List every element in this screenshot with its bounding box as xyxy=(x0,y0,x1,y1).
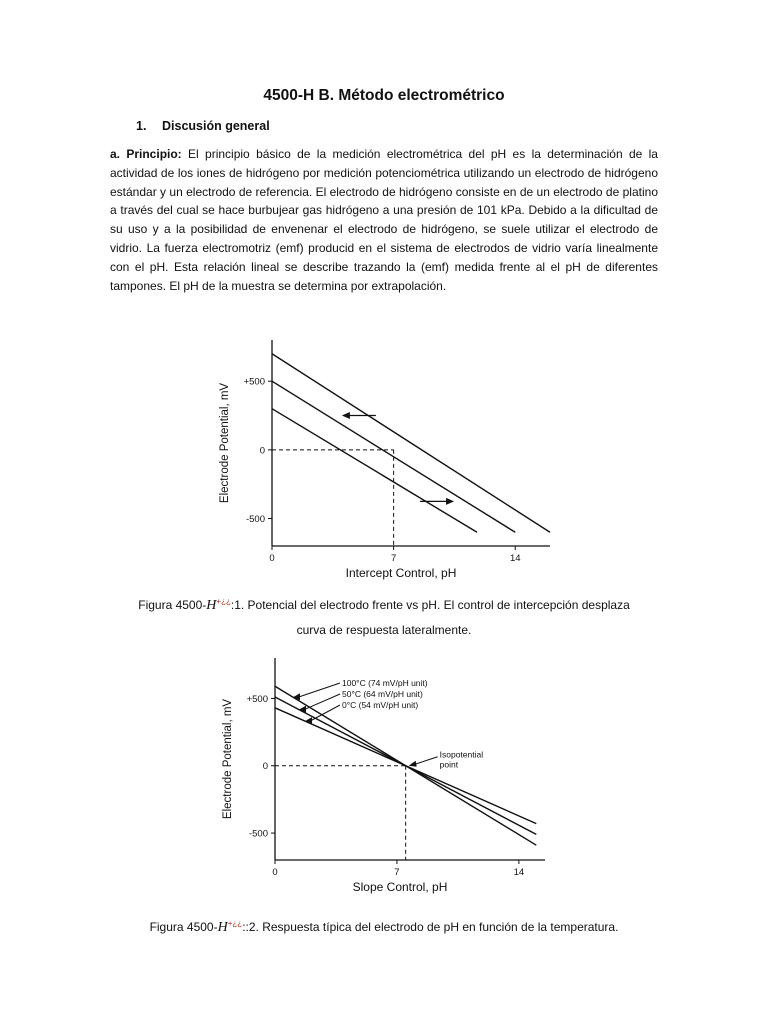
figure-1-chart xyxy=(210,328,560,586)
series-leader-line xyxy=(298,683,340,697)
figure-1-caption-symbol: H xyxy=(206,598,217,613)
y-axis-label: Electrode Potential, mV xyxy=(219,382,231,504)
section-title: Discusión general xyxy=(162,119,270,133)
figure-1 xyxy=(210,328,560,586)
figure-2-caption-symbol: H xyxy=(217,920,228,935)
x-tick-label: 0 xyxy=(269,553,275,564)
y-tick-label: -500 xyxy=(245,514,265,526)
y-axis-label: Electrode Potential, mV xyxy=(222,698,234,820)
x-tick-label: 7 xyxy=(394,867,400,878)
page-title: 4500-H B. Método electrométrico xyxy=(263,87,505,104)
figure-1-caption-text: :1. Potencial del electrodo frente vs pH. El control de intercepción desplaza xyxy=(230,598,630,612)
series-label: 100°C (74 mV/pH unit) xyxy=(342,678,428,688)
figure-2-caption-text: ::2. Respuesta típica del electrodo de pH en función de la temperatura. xyxy=(242,920,619,934)
figure-1-caption-prefix: Figura 4500- xyxy=(138,598,207,612)
figure-2-caption-prefix: Figura 4500- xyxy=(149,920,218,934)
x-tick-label: 0 xyxy=(272,867,278,878)
y-tick-label: +500 xyxy=(246,693,268,705)
y-tick-label: -500 xyxy=(248,828,268,840)
series-label: 50°C (64 mV/pH unit) xyxy=(342,689,423,699)
x-tick-label: 7 xyxy=(390,553,397,564)
x-axis-label: Slope Control, pH xyxy=(352,880,448,894)
series-line xyxy=(272,409,477,533)
section-heading xyxy=(136,119,270,133)
isopotential-label-line1: Isopotential xyxy=(439,749,484,760)
section-number: 1. xyxy=(136,119,147,133)
figure-2 xyxy=(215,650,555,900)
isopotential-leader-line xyxy=(414,757,438,765)
figure-2-caption-sup: +¿¿ xyxy=(227,919,243,928)
principle-paragraph xyxy=(110,145,658,295)
y-tick-label: +500 xyxy=(243,376,265,388)
figure-2-chart xyxy=(215,650,555,900)
series-line xyxy=(272,354,550,533)
figure-2-caption xyxy=(0,919,768,936)
isopotential-leader-head xyxy=(409,761,417,767)
x-tick-label: 14 xyxy=(509,553,521,564)
y-tick-label: 0 xyxy=(259,445,265,457)
figure-1-caption-sup: +¿¿ xyxy=(216,597,231,606)
series-label: 0°C (54 mV/pH unit) xyxy=(342,700,419,710)
principle-lead: a. Principio: xyxy=(110,147,182,161)
figure-1-caption xyxy=(0,597,768,614)
x-tick-label: 14 xyxy=(513,867,525,878)
series-leader-line xyxy=(304,694,340,710)
figure-1-caption-line2: curva de respuesta lateralmente. xyxy=(296,623,472,637)
y-tick-label: 0 xyxy=(262,761,268,773)
arrow-left-head xyxy=(342,412,350,419)
isopotential-label-line2: point xyxy=(439,759,459,770)
series-leader-line xyxy=(310,705,340,721)
principle-text: El principio básico de la medición electrométrica del pH es la determinación de la actividad de los iones de hidrógeno por medición potenciométrica utilizando un electrodo de hidrógeno estándar y un electrodo de referencia. El electrodo de hidrógeno consiste en de un electrodo de platino a través del cual se hace burbujear gas hidrógeno a una presión de 101 kPa. Debido a la dificultad de su uso y a la posibilidad de envenenar el electrodo de hidrógeno, se suele utilizar el electrodo de vidrio. La fuerza electromotriz (emf) producid en el sistema de electrodos de vidrio varía linealmente con el pH. Esta relación lineal se describe trazando la (emf) medida frente al el pH de diferentes tampones. El pH de la muestra se determina por extrapolación. xyxy=(110,147,658,293)
x-axis-label: Intercept Control, pH xyxy=(345,566,457,580)
arrow-right-head xyxy=(446,498,454,505)
